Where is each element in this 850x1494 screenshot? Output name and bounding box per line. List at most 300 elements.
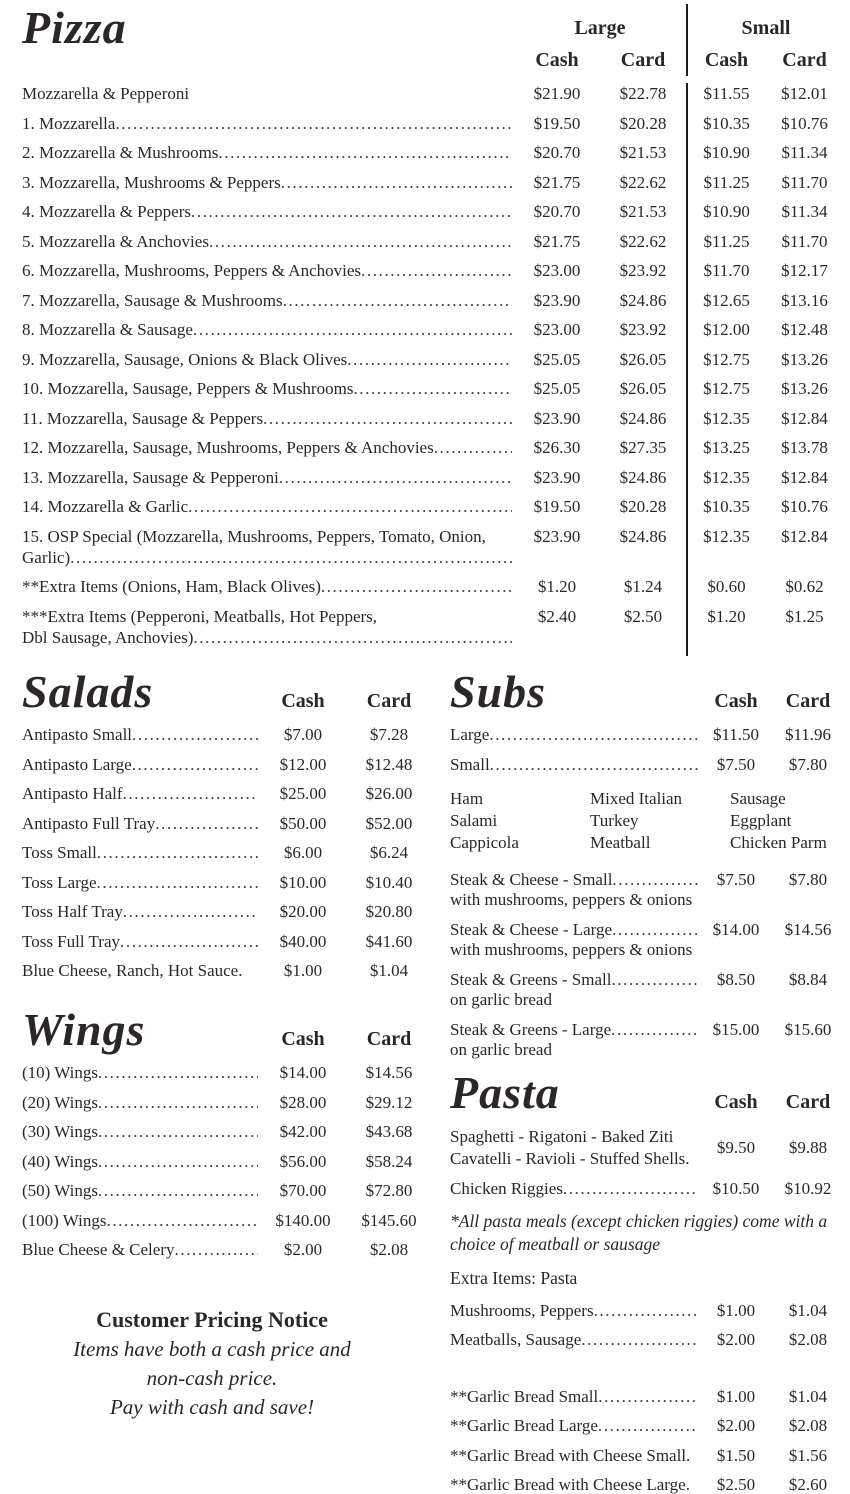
price-small-cash: $0.60 [686,576,765,606]
pizza-items [22,83,844,656]
subs-header [450,668,844,716]
price-large-cash: $21.75 [533,231,581,251]
garlic-bread-row [450,1474,844,1494]
subs-section [450,668,844,1069]
pizza-menu-row [22,260,844,290]
item-label: 14. Mozzarella & Garlic [22,497,189,516]
item-label: Toss Half Tray [22,902,123,922]
wings-header [22,1003,432,1055]
item-name [22,1092,260,1122]
item-label: (30) Wings [22,1122,98,1142]
column-header-small-card: Card [782,49,827,71]
salad-menu-row [22,813,432,843]
dotted-leader [155,813,258,834]
right-column [450,668,844,1494]
dotted-leader [188,496,512,517]
price-small-card: $12.01 [781,84,828,103]
item-label: 1. Mozzarella [22,113,116,133]
price-small-card: $12.84 [781,467,828,487]
price-cash: $70.00 [279,1181,327,1201]
item-name [22,1210,260,1240]
price-large-card: $2.50 [623,606,663,626]
item-label: (40) Wings [22,1151,98,1171]
price-large-card: $1.24 [623,577,663,596]
price-cash: $2.00 [716,1416,756,1436]
item-label: **Garlic Bread with Cheese Large. [450,1475,690,1494]
price-card: $9.88 [788,1138,828,1158]
lower-columns [22,668,844,1494]
price-cash: $12.00 [279,754,327,774]
price-large-cash: $23.90 [533,467,581,487]
item-label: Toss Large [22,872,97,892]
price-large-cash: $19.50 [533,113,581,133]
column-header-large-cash: Cash [535,49,579,71]
dotted-leader [321,576,512,597]
dotted-leader [612,919,698,940]
item-name [22,960,260,990]
dotted-leader [123,901,258,922]
price-small-cash: $10.35 [686,496,765,526]
price-large-card: $22.62 [619,172,667,192]
price-large-cash: $23.00 [533,261,581,280]
pizza-menu-row [22,526,844,577]
dotted-leader [347,349,512,370]
subs-items [450,724,844,783]
price-small-cash: $11.55 [686,83,765,113]
item-label: Steak & Cheese - Large [450,920,613,940]
item-label: 7. Mozzarella, Sausage & Mushrooms [22,290,283,310]
item-label: 8. Mozzarella & Sausage [22,320,193,339]
price-card: $14.56 [784,920,832,940]
item-name [22,1180,260,1210]
sub-variety: Turkey [590,811,639,831]
sub-variety: Chicken Parm [730,833,827,853]
dotted-leader [98,1180,258,1201]
dotted-leader [193,627,512,648]
dotted-leader [97,842,258,863]
pizza-menu-row [22,231,844,261]
item-name [22,606,514,657]
price-card: $8.84 [788,970,828,990]
pasta-title: Pasta [450,1067,560,1119]
item-label: **Garlic Bread with Cheese Small. [450,1445,691,1465]
item-name [450,1415,700,1445]
price-card: $1.04 [788,1300,828,1320]
item-label: Toss Small [22,843,97,863]
price-large-card: $26.05 [619,349,667,369]
price-card: $43.68 [365,1122,413,1142]
item-label: Steak & Greens - Small [450,970,612,990]
item-label: 3. Mozzarella, Mushrooms & Peppers [22,172,281,192]
item-name [22,783,260,813]
price-cash: $10.00 [279,872,327,892]
price-small-cash: $10.90 [686,142,765,172]
price-cash: $7.00 [283,725,323,745]
price-cash: $1.00 [716,1386,756,1406]
item-name [450,724,700,754]
price-small-cash: $12.35 [686,467,765,497]
price-card: $29.12 [365,1092,413,1112]
price-cash: $8.50 [716,970,756,990]
item-label: Antipasto Half [22,784,123,804]
steak-sub-row [450,919,844,969]
item-name [22,1239,260,1269]
price-card: $12.48 [365,754,413,774]
item-name [22,113,514,143]
item-name [22,142,514,172]
pizza-menu-row [22,467,844,497]
notice-lines [22,1335,402,1422]
pizza-menu-row [22,201,844,231]
price-small-cash: $12.35 [686,526,765,577]
item-name [22,901,260,931]
item-name [22,872,260,902]
dotted-leader [581,1329,698,1350]
pasta-note: *All pasta meals (except chicken riggies) come with a choice of meatball or sausage [450,1210,828,1254]
item-label-line2: Cavatelli - Ravioli - Stuffed Shells. [450,1148,690,1168]
price-large-card: $26.05 [619,379,667,398]
wing-menu-row [22,1180,432,1210]
dotted-leader [281,172,512,193]
price-cash: $40.00 [279,931,327,951]
price-small-card: $12.17 [781,261,828,280]
column-header-card: Card [366,1027,412,1050]
size-header-small: Small [686,4,844,40]
column-header-card: Card [785,1091,831,1114]
column-header-large-card: Card [620,49,666,71]
notice-line: Pay with cash and save! [109,1394,315,1419]
dotted-leader [612,869,698,890]
price-large-card: $27.35 [619,438,667,457]
price-small-cash: $1.20 [686,606,765,657]
dotted-leader [489,724,698,745]
item-name [450,1019,700,1069]
item-name [450,1329,700,1359]
item-name [450,869,700,919]
item-label: Mozzarella & Pepperoni [22,84,190,103]
item-label: Steak & Cheese - Small [450,870,613,890]
salad-menu-row [22,842,432,872]
pizza-header [22,4,844,76]
column-header-small-cash: Cash [686,40,765,76]
price-card: $1.04 [788,1386,828,1406]
item-name [22,1151,260,1181]
price-large-card: $24.86 [619,290,667,310]
price-small-card: $10.76 [781,497,828,516]
price-card: $7.80 [788,870,828,890]
price-cash: $42.00 [279,1122,327,1142]
garlic-bread-row [450,1445,844,1475]
price-cash: $56.00 [279,1151,327,1171]
price-card: $15.60 [784,1020,832,1040]
dotted-leader [98,1121,258,1142]
item-label: 10. Mozzarella, Sausage, Peppers & Mushrooms [22,379,354,398]
dotted-leader [490,754,698,775]
salads-section [22,668,432,990]
dotted-leader [209,231,512,252]
price-large-card: $20.28 [619,113,667,133]
item-label: 12. Mozzarella, Sausage, Mushrooms, Peppers & Anchovies [22,438,434,457]
price-small-card: $13.78 [781,438,828,457]
steak-sub-row [450,969,844,1019]
item-label: Small [450,754,490,774]
item-label: ***Extra Items (Pepperoni, Meatballs, Hot Peppers, [22,606,378,626]
pizza-menu-row [22,83,844,113]
item-name [22,408,514,438]
item-name [22,437,514,467]
dotted-leader [263,408,512,429]
price-small-card: $13.26 [781,349,828,369]
price-large-card: $21.53 [619,143,667,162]
price-large-cash: $25.05 [533,349,581,369]
item-label: 15. OSP Special (Mozzarella, Mushrooms, Peppers, Tomato, Onion, [22,526,486,546]
wing-menu-row [22,1092,432,1122]
dotted-leader [98,1151,258,1172]
item-name [22,842,260,872]
wings-title: Wings [22,1003,146,1055]
wings-section [22,1003,432,1269]
price-cash: $11.50 [712,725,760,745]
item-name [22,813,260,843]
sub-variety: Sausage [730,789,786,809]
price-large-cash: $20.70 [533,143,581,162]
price-small-card: $11.70 [781,172,828,192]
item-label: Blue Cheese, Ranch, Hot Sauce. [22,961,243,981]
price-cash: $6.00 [283,843,323,863]
item-name [22,1121,260,1151]
price-small-card: $12.84 [781,408,828,428]
salad-menu-row [22,872,432,902]
dotted-leader [193,319,512,340]
price-cash: $7.50 [716,870,756,890]
item-name [22,467,514,497]
price-small-cash: $12.75 [686,349,765,379]
item-name [22,496,514,526]
item-note: with mushrooms, peppers & onions [450,890,693,910]
price-small-card: $10.76 [781,113,828,133]
pizza-section [22,4,844,656]
price-small-cash: $11.25 [686,172,765,202]
item-label-line2: Garlic) ..... [22,547,512,568]
dotted-leader [106,1210,258,1231]
subs-title: Subs [450,666,547,717]
price-card: $2.08 [788,1416,828,1436]
price-small-card: $12.84 [781,526,828,546]
salad-menu-row [22,931,432,961]
item-name [22,172,514,202]
dotted-leader [175,1239,259,1260]
sub-menu-row [450,754,844,784]
pizza-menu-row [22,437,844,467]
salad-menu-row [22,901,432,931]
dotted-leader [98,1092,258,1113]
item-label: (100) Wings [22,1210,107,1230]
price-small-card: $1.25 [785,606,824,626]
dotted-leader [279,467,512,488]
pasta-extra-row [450,1329,844,1359]
item-name [22,231,514,261]
item-name [22,576,514,606]
wing-menu-row [22,1210,432,1240]
sub-menu-row [450,724,844,754]
price-small-cash: $12.00 [686,319,765,349]
price-card: $10.40 [365,872,413,892]
item-name [22,724,260,754]
item-note: on garlic bread [450,1040,552,1060]
price-large-cash: $23.90 [533,290,581,310]
price-large-cash: $25.05 [533,379,581,398]
price-small-cash: $11.25 [686,231,765,261]
price-cash: $2.00 [283,1240,323,1260]
price-large-cash: $1.20 [537,577,577,596]
item-name [450,1445,700,1475]
item-label: 6. Mozzarella, Mushrooms, Peppers & Anchovies [22,261,361,280]
price-small-card: $11.34 [781,202,828,221]
item-label: (50) Wings [22,1181,98,1201]
item-name [22,526,514,577]
item-name [22,290,514,320]
salad-menu-row [22,960,432,990]
price-card: $2.08 [788,1330,828,1350]
item-label: 11. Mozzarella, Sausage & Peppers [22,408,264,428]
pizza-menu-row [22,606,844,657]
price-card: $7.28 [369,725,409,745]
steak-sub-row [450,869,844,919]
dotted-leader [283,290,512,311]
pizza-menu-row [22,290,844,320]
price-small-cash: $13.25 [686,437,765,467]
price-card: $2.08 [369,1240,409,1260]
pasta-header [450,1069,844,1117]
item-name [22,349,514,379]
item-label: Chicken Riggies [450,1179,563,1199]
pasta-extra-row [450,1300,844,1330]
price-large-card: $24.86 [619,467,667,487]
sub-variety: Salami [450,811,498,831]
price-large-cash: $26.30 [533,438,581,457]
price-card: $7.80 [788,754,828,774]
item-label: Large [450,725,490,745]
pasta-extras-items [450,1300,844,1359]
column-header-card: Card [785,690,831,712]
dotted-leader [611,1019,698,1040]
price-card: $20.80 [365,902,413,922]
item-name [22,754,260,784]
dotted-leader [563,1178,698,1199]
garlic-bread-row [450,1386,844,1416]
price-large-cash: $21.75 [533,172,581,192]
price-card: $14.56 [365,1063,413,1083]
item-label-line2: Dbl Sausage, Anchovies) ..... [22,627,512,648]
dotted-leader [115,113,512,134]
price-large-card: $24.86 [619,526,667,546]
item-name [450,1178,700,1208]
item-name [450,919,700,969]
price-large-card: $22.78 [619,84,667,103]
dotted-leader [594,1300,698,1321]
sub-variety: Ham [450,789,484,809]
notice-line: non-cash price. [146,1365,278,1390]
item-label: 4. Mozzarella & Peppers [22,202,191,221]
size-header-large: Large [574,17,626,39]
price-small-card: $11.70 [781,231,828,251]
salad-menu-row [22,724,432,754]
steak-sub-row [450,1019,844,1069]
price-large-cash: $20.70 [533,202,581,221]
price-card: $2.60 [788,1475,828,1494]
item-label: 13. Mozzarella, Sausage & Pepperoni [22,467,279,487]
item-label: Antipasto Full Tray [22,813,156,833]
pizza-menu-row [22,113,844,143]
salads-header [22,668,432,716]
dotted-leader [598,1386,698,1407]
pasta-section [450,1069,844,1494]
price-card: $6.24 [369,843,409,863]
dotted-leader [191,201,512,222]
salad-menu-row [22,783,432,813]
item-note: with mushrooms, peppers & onions [450,940,693,960]
price-card: $52.00 [365,813,413,833]
item-label: 2. Mozzarella & Mushrooms [22,143,219,162]
item-label: Mushrooms, Peppers [450,1300,594,1320]
price-small-cash: $12.35 [686,408,765,438]
salads-title: Salads [22,666,154,717]
salad-menu-row [22,754,432,784]
item-name [22,378,514,408]
column-header-cash: Cash [714,1091,758,1114]
pizza-title: Pizza [22,2,127,53]
price-cash: $14.00 [279,1063,327,1083]
item-label: (10) Wings [22,1063,98,1083]
price-large-card: $24.86 [619,408,667,428]
wing-menu-row [22,1239,432,1269]
dotted-leader [361,260,512,281]
price-small-card: $13.26 [781,379,828,398]
wing-menu-row [22,1151,432,1181]
dotted-leader [97,872,258,893]
sub-variety: Eggplant [730,811,792,831]
price-card: $72.80 [365,1181,413,1201]
item-name [22,260,514,290]
pizza-menu-row [22,496,844,526]
price-large-cash: $23.90 [533,526,581,546]
price-cash: $140.00 [275,1210,331,1230]
dotted-leader [98,1062,258,1083]
price-cash: $20.00 [279,902,327,922]
price-card: $58.24 [365,1151,413,1171]
price-large-cash: $23.90 [533,408,581,428]
price-card: $11.96 [784,725,832,745]
price-large-card: $22.62 [619,231,667,251]
garlic-bread-items [450,1386,844,1494]
price-small-cash: $10.90 [686,201,765,231]
item-label: (20) Wings [22,1092,98,1112]
left-column [22,668,432,1494]
notice-title: Customer Pricing Notice [96,1306,328,1332]
item-name [22,931,260,961]
dotted-leader [434,437,512,458]
item-label: Blue Cheese & Celery [22,1240,175,1260]
price-large-card: $23.92 [619,320,667,339]
item-label: **Extra Items (Onions, Ham, Black Olives) [22,577,321,596]
price-card: $10.92 [784,1179,832,1199]
price-small-card: $12.48 [781,320,828,339]
item-name [22,201,514,231]
price-small-card: $13.16 [781,290,828,310]
pizza-menu-row [22,349,844,379]
price-large-card: $23.92 [619,261,667,280]
price-small-cash: $12.75 [686,378,765,408]
